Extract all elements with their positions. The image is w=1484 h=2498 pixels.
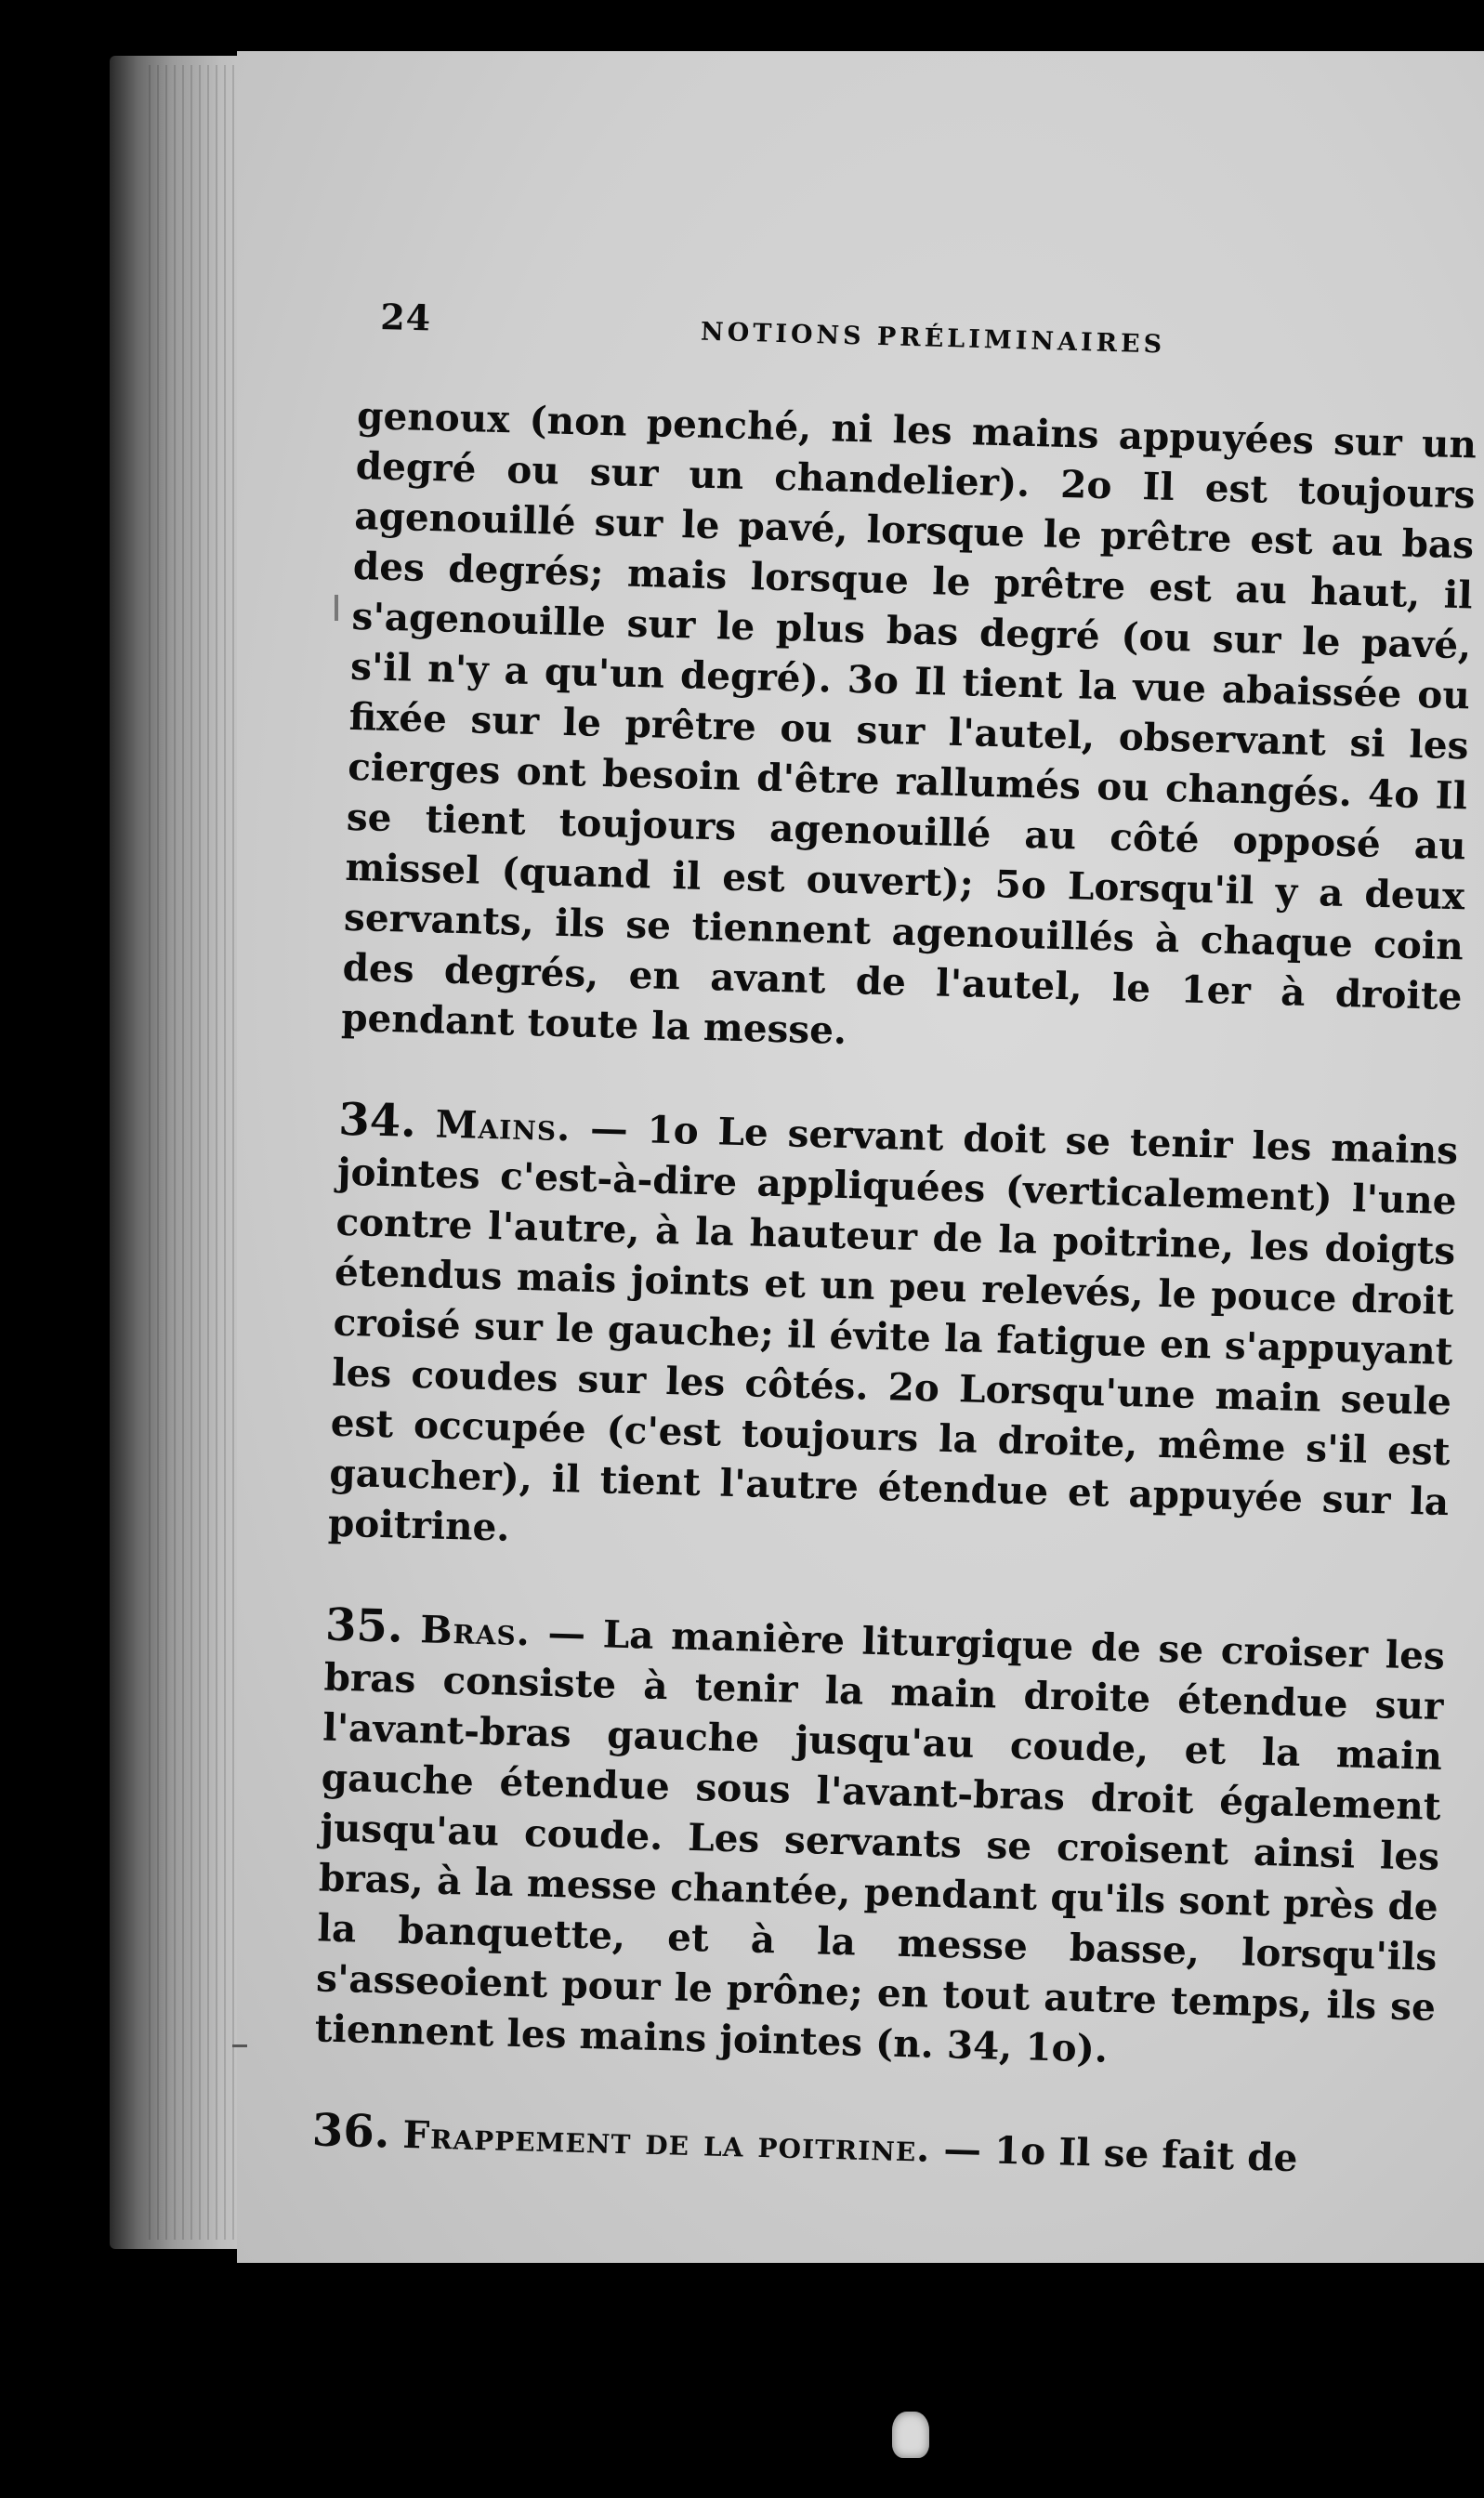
body-text [311,390,1477,2187]
running-head: NOTIONS PRÉLIMINAIRES [700,317,1166,360]
scan-artifact [892,2412,929,2458]
paragraph-text: genoux (non penché, ni les mains appuyées sur un degré ou sur un chandelier). 2o Il est toujours agenouillé sur le pavé, lorsque le prêtre est au bas des degrés; mais lorsque le prêtre est au haut, il s'agenouille sur le plus bas degré (ou sur le pavé, s'il n'y a qu'un degré). 3o Il tient la vue abaissée ou fixée sur le prêtre ou sur l'autel, observant si les cierges ont besoin d'être rallumés ou changés. 4o Il se tient toujours agenouillé au côté opposé au missel (quand il est ouvert); 5o Lorsqu'il y a deux servants, ils se tiennent agenouillés à chaque coin des degrés, en avant de l'autel, le 1er à droite pendant toute la messe. [340,392,1477,1053]
scan-artifact [232,2044,247,2047]
section-number: 34. [337,1093,417,1148]
paragraph-text: — 1o Il se fait de [942,2126,1298,2181]
paragraph-text: — 1o Le servant doit se tenir les mains jointes c'est-à-dire appliquées (verticalement) l'une contre l'autre, à la hauteur de la poitrine, les doigts étendus mais joints et un peu relevés, le pouce droit croisé sur le gauche; il évite la fatigue en s'appuyant les coudes sur les côtés. 2o Lorsqu'une main seule est occupée (c'est toujours la droite, même s'il est gaucher), il tient l'autre étendue et appuyée sur la poitrine. [327,1105,1459,1550]
paragraph-section-34 [327,1095,1458,1577]
section-title: Bras. [419,1607,532,1655]
paragraph-text: — La manière liturgique de se croiser les bras consiste à tenir la main droite étendue sur l'avant-bras gauche jusqu'au coude, et la main gauche étendue sous l'avant-bras droit également jusqu'au coude. Les servants se croisent ainsi les bras, à la messe chantée, pendant qu'ils sont près de la banquette, et à la messe basse, lorsqu'ils s'asseoient pour le prône; en tout autre temps, ils se tiennent les mains jointes (n. 34, 1o). [314,1610,1446,2071]
section-title: Frappement de la poitrine. [401,2111,932,2171]
paragraph-continuation [341,390,1477,1072]
page-number: 24 [379,296,432,339]
paragraph-section-35 [314,1600,1445,2083]
page-edge-lines [149,65,242,2240]
scan-artifact [335,595,338,621]
section-number: 35. [324,1598,404,1653]
section-title: Mains. [435,1101,571,1150]
section-number: 36. [311,2104,391,2159]
